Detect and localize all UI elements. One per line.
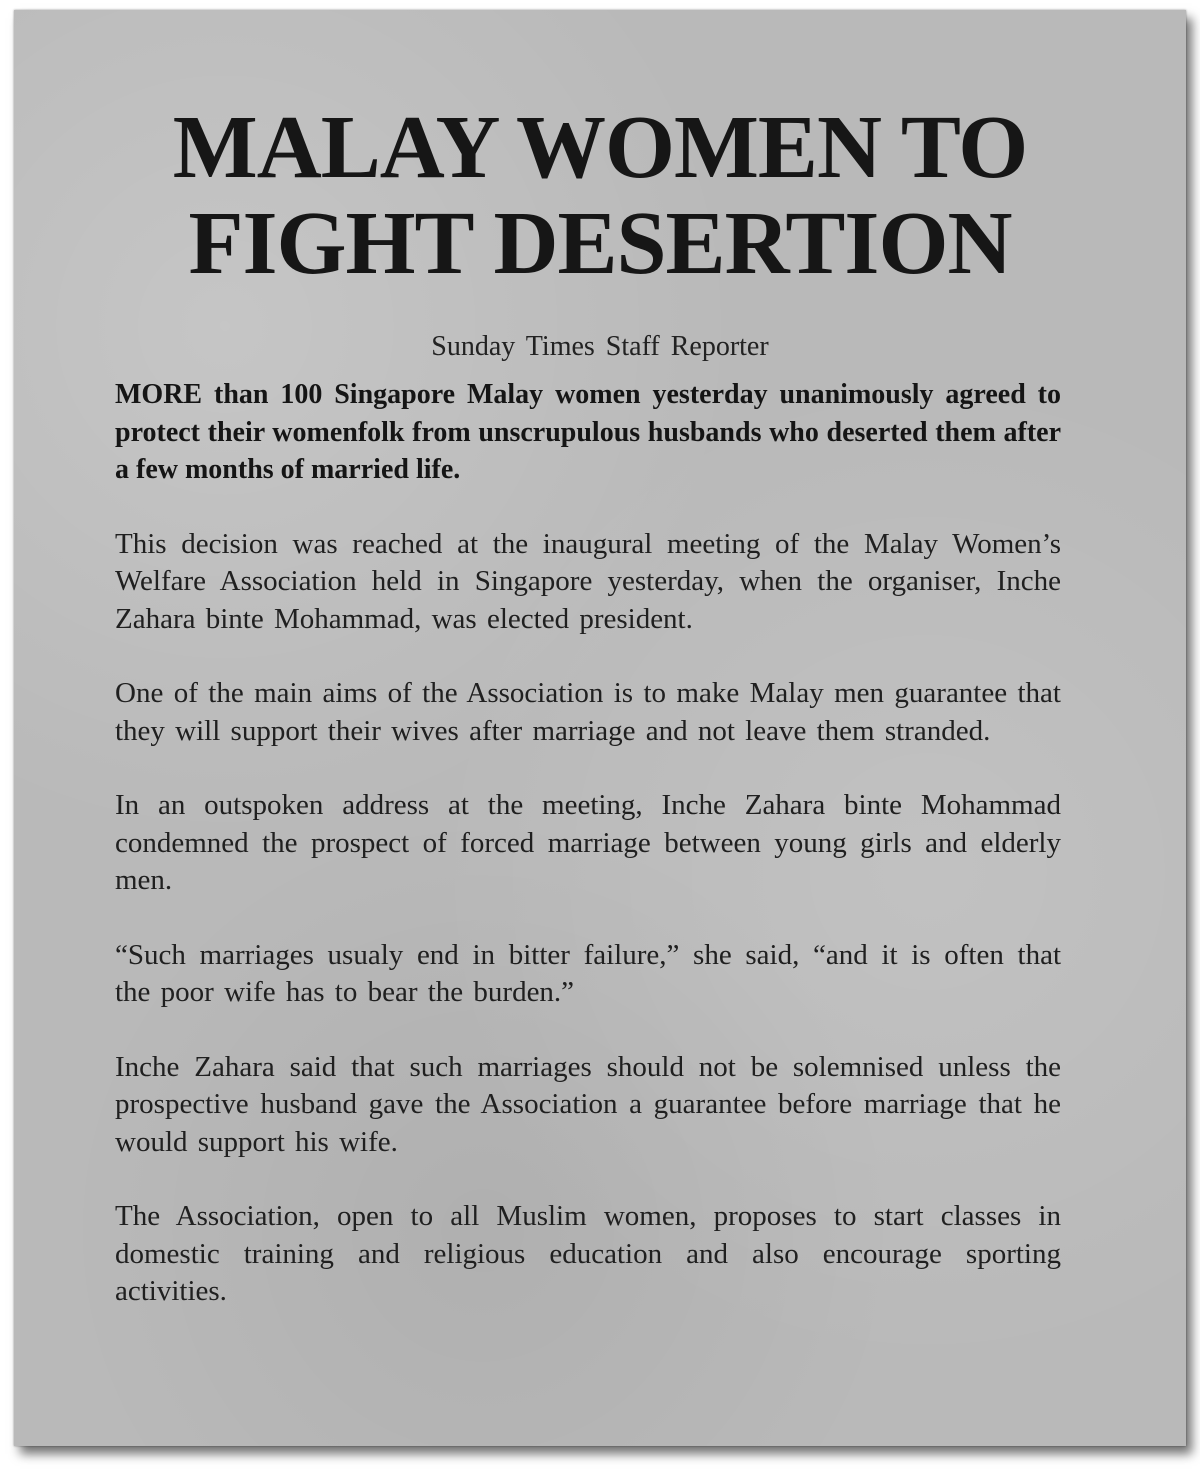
headline-line-2: FIGHT DESERTION <box>188 194 1012 293</box>
article-paragraph: In an outspoken address at the meeting, Inche Zahara binte Mohammad condemned the prospect of forced marriage between young girls and elderly men. <box>115 789 1061 896</box>
newspaper-clipping <box>14 10 1186 1446</box>
article-paragraph: One of the main aims of the Association is to make Malay men guarantee that they will support their wives after marriage and not leave them stranded. <box>115 677 1061 747</box>
headline <box>14 100 1186 292</box>
byline: Sunday Times Staff Reporter <box>431 331 769 362</box>
headline-line-1: MALAY WOMEN TO <box>172 98 1028 197</box>
article-paragraph: Inche Zahara said that such marriages should not be solemnised unless the prospective husband gave the Association a guarantee before marriage that he would support his wife. <box>115 1050 1061 1158</box>
article-paragraph: The Association, open to all Muslim women, proposes to start classes in domestic training and religious education and also encourage sporting activities. <box>115 1200 1061 1307</box>
article-body <box>115 376 1061 1348</box>
article-paragraph: “Such marriages usualy end in bitter failure,” she said, “and it is often that the poor wife has to bear the burden.” <box>115 938 1061 1008</box>
article-paragraph: This decision was reached at the inaugural meeting of the Malay Women’s Welfare Association held in Singapore yesterday, when the organiser, Inche Zahara binte Mohammad, was elected president. <box>115 527 1061 635</box>
lede-paragraph: MORE than 100 Singapore Malay women yesterday unanimously agreed to protect their womenfolk from unscrupulous husbands who deserted them after a few months of married life. <box>115 379 1061 485</box>
